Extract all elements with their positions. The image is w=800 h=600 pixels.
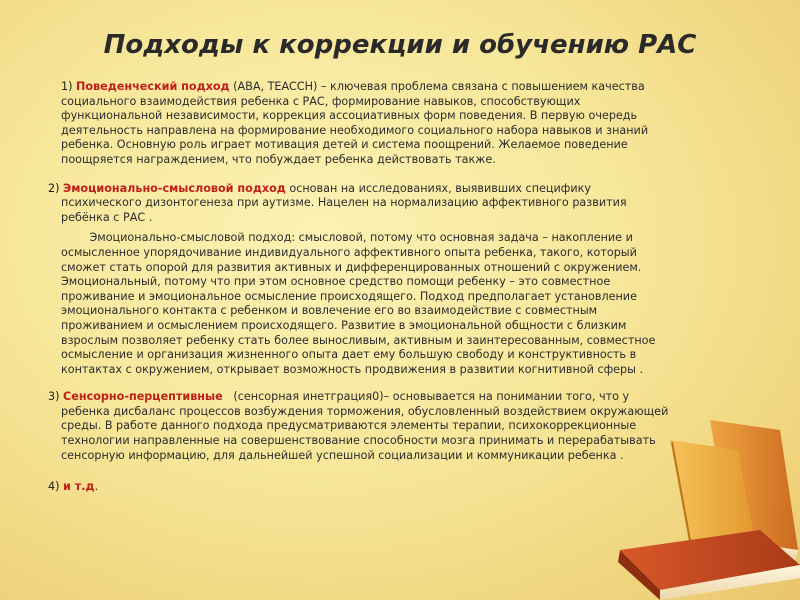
section-text-line: технологии направленные на совершенствование способности мозга принимать и перерабатывать (61, 434, 656, 448)
section-number: 3) (48, 390, 64, 404)
section-text-line: проживанием и осмыслением происходящего. Развитие в эмоциональной общности с близким (61, 318, 627, 332)
section-text-line: поощряется награждением, что побуждает ребенка действовать также. (61, 152, 496, 166)
section-heading: и т.д (63, 480, 95, 494)
section-text-line: среды. В работе данного подхода предусматриваются элементы терапии, психокоррекционные (61, 419, 637, 433)
section-text-line: ребенка. Основную роль играет мотивация детей и система поощрений. Желаемое поведение (61, 138, 628, 152)
section-text-line: эмоционального контакта с ребенком и вовлечение его во взаимодействие с совместным (61, 304, 598, 318)
section-text-line: психического дизонтогенеза при аутизме. Нацелен на нормализацию аффективного развития (61, 196, 627, 210)
slide-title: Подходы к коррекции и обучению РАС (103, 30, 697, 60)
section-tail: . (94, 480, 99, 494)
section-emotional (48, 182, 720, 197)
section-text-line: (ABA, TEACCH) – ключевая проблема связана с повышением качества (229, 80, 645, 93)
section-text-line: контактах с окружением, открывает возможность продвижения в развитии когнитивной сферы . (61, 362, 644, 376)
section-heading: Поведенческий подход (76, 80, 230, 93)
section-text-line: Эмоциональный, потому что при этом основное средство помощи ребенку – это совместное (61, 275, 611, 289)
section-text-line: проживание и эмоциональное осмысление происходящего. Подход предполагает установление (61, 289, 637, 303)
section-text-line: взрослым позволяет ребенку стать более выносливым, активным и заинтересованным, совместное (61, 333, 656, 347)
section-number: 1) (61, 80, 73, 93)
section-number: 2) (48, 181, 64, 195)
books-stack-icon (560, 400, 800, 600)
section-text-line: осмысленное упорядочивание индивидуального аффективного опыта ребенка, такого, который (61, 245, 637, 259)
section-text-line: социального взаимодействия ребенка с РАС, формирование навыков, способствующих (61, 94, 581, 108)
section-heading: Эмоционально-смысловой подход (63, 181, 286, 195)
section-text-line: основан на исследованиях, выявивших специфику (285, 181, 591, 195)
section-text-line: сможет стать опорой для развития активных и дифференцированных отношений с окружением. (61, 260, 642, 274)
section-text-line: ребёнка с РАС . (61, 210, 153, 224)
section-text-line: деятельность направлена на формирование необходимого социального набора навыков и знаний (61, 123, 649, 137)
section-text-line: Эмоционально-смысловой подход: смысловой, потому что основная задача – накопление и (61, 231, 633, 245)
section-text-line: сенсорную информацию, для дальнейшей успешной социализации и коммуникации ребенка . (61, 448, 624, 462)
section-heading: Сенсорно-перцептивные (63, 390, 223, 404)
section-behavioral (48, 80, 720, 95)
section-text-line: ребенка дисбаланс процессов возбуждения торможения, обусловленный воздействием окружающей (61, 404, 669, 418)
section-text-line: осмысление и организация жизненного опыта дает ему большую свободу и конструктивность в (61, 348, 637, 362)
section-text-line: функциональной независимости, коррекция ассоциативных форм поведения. В первую очередь (61, 109, 638, 123)
section-text-line: (сенсорная инетграция0)– основывается на понимании того, что у (222, 390, 630, 404)
section-number: 4) (48, 480, 64, 494)
